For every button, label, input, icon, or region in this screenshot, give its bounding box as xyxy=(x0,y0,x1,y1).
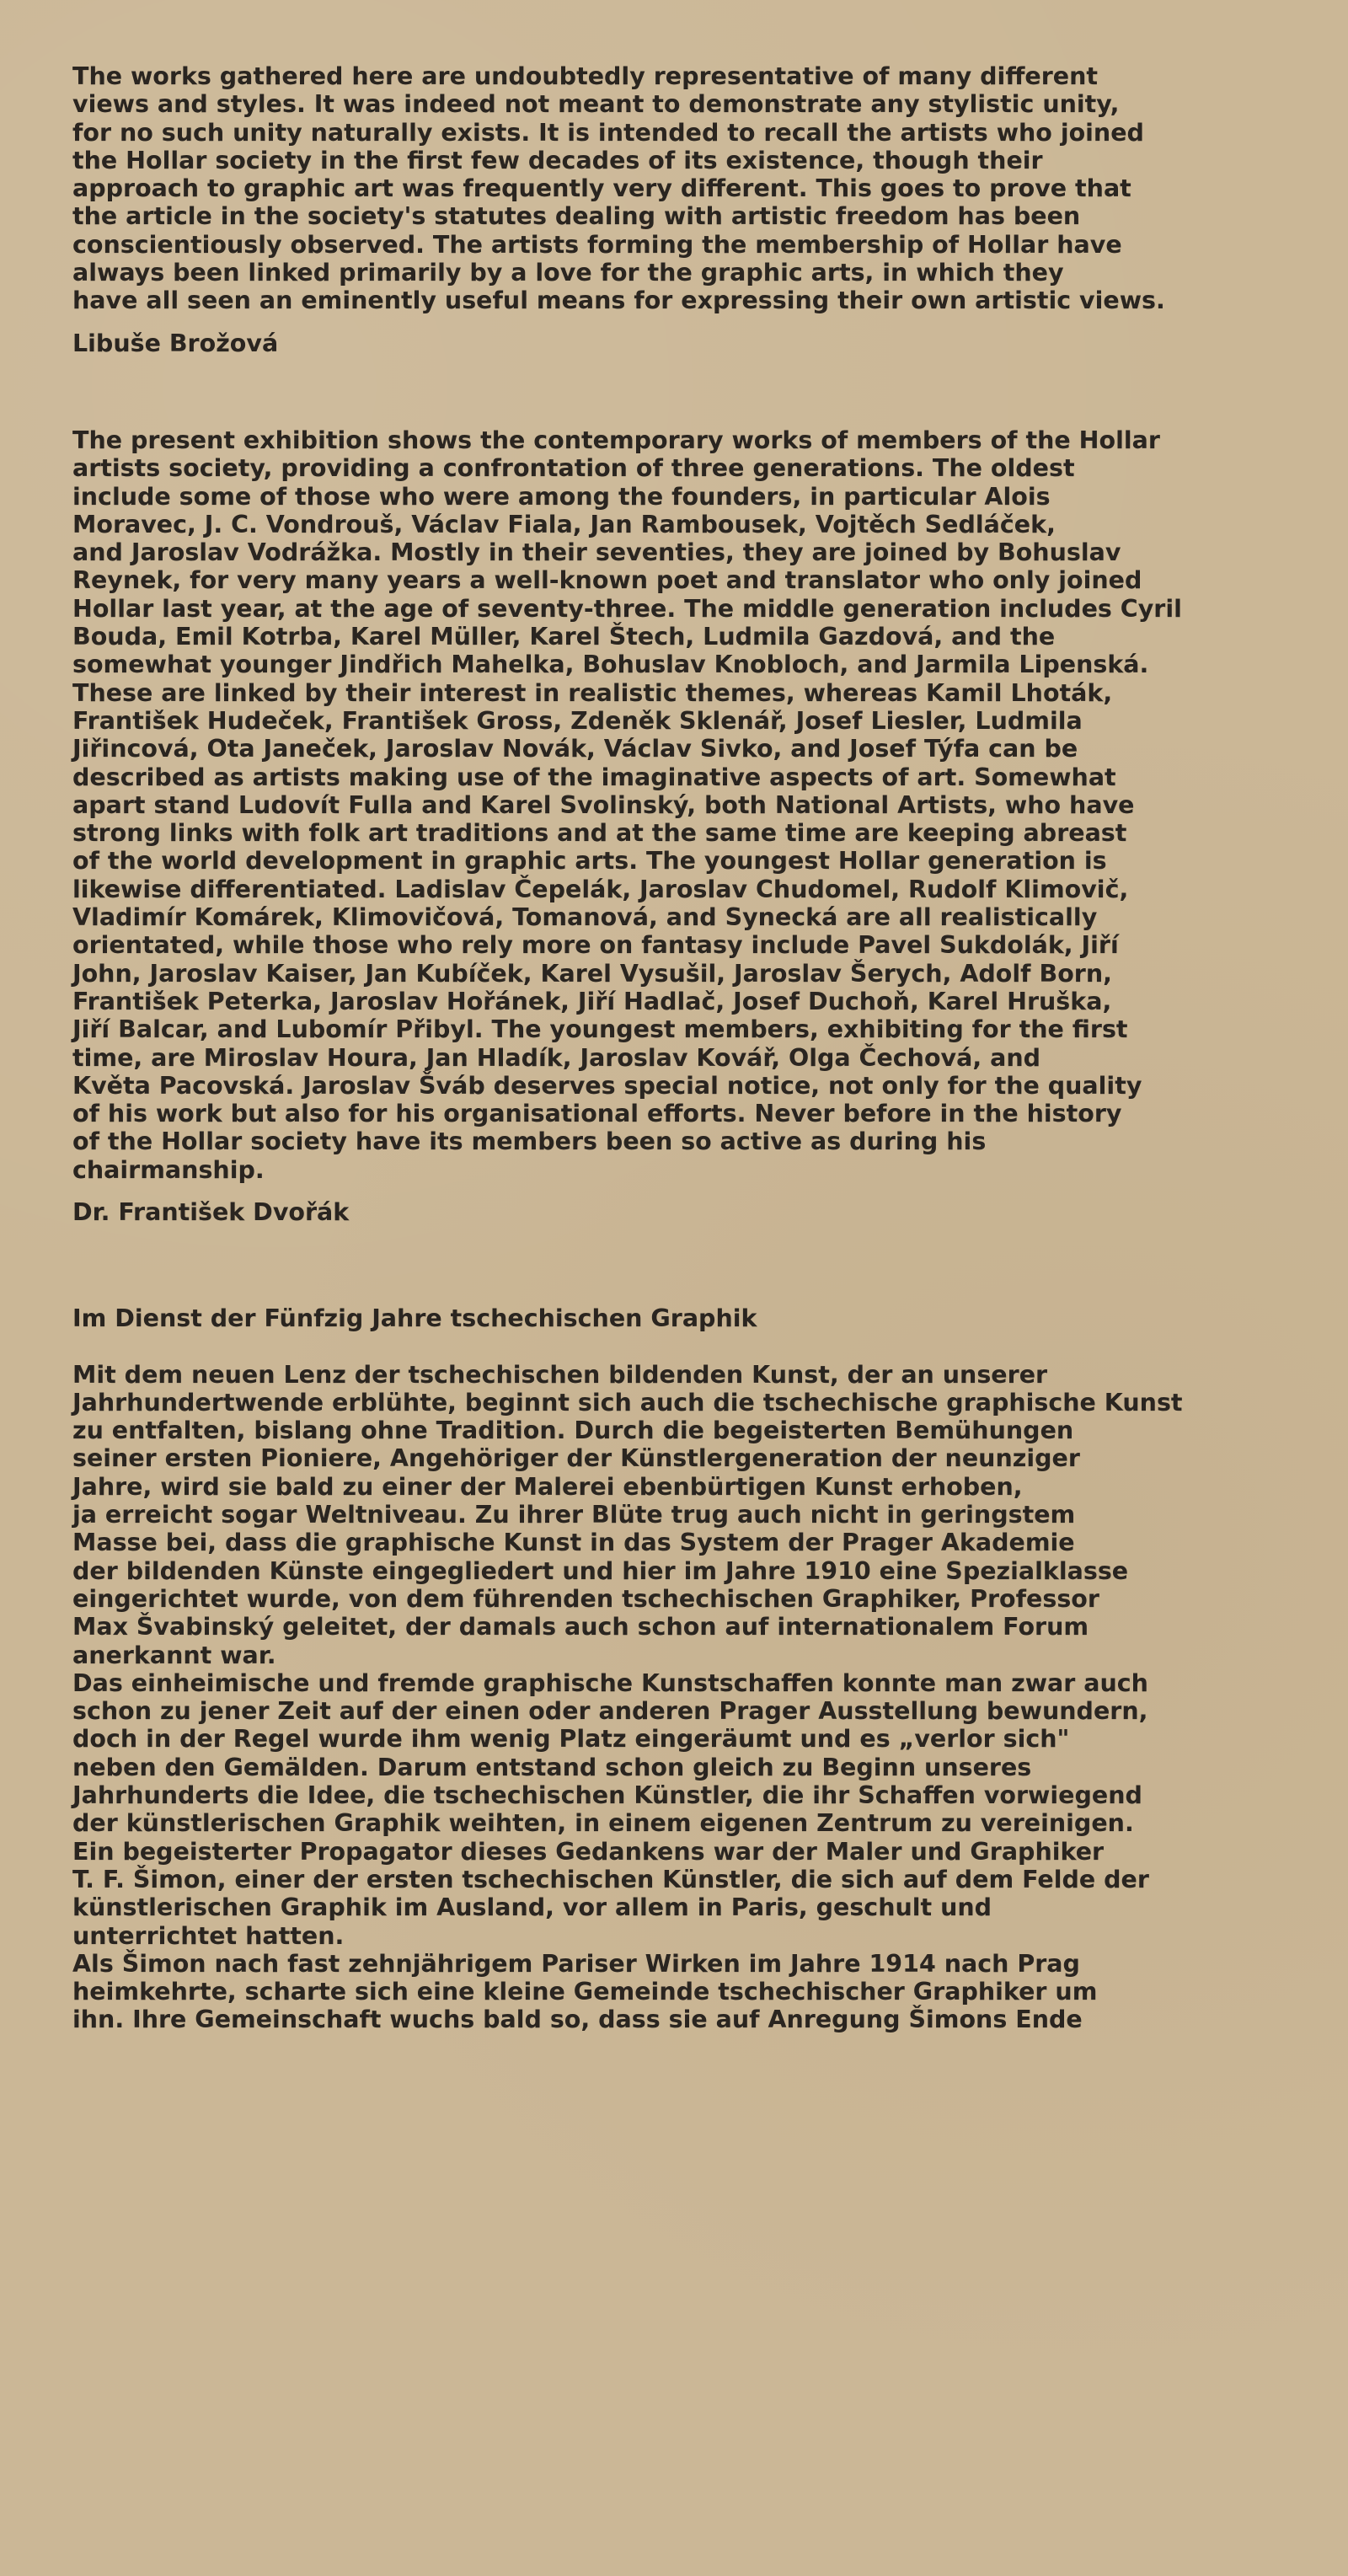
signature-dvorak: Dr. František Dvořák xyxy=(72,1197,350,1226)
german-paragraph-2: Das einheimische und fremde graphische Kunstschaffen konnte man zwar auch schon zu jener Zeit auf der einen oder anderen Prager Ausstellung bewundern, doch in der Regel wurde ihm wenig Platz eingeräumt und es „verlor sich" neben den Gemälden. Darum entstand schon gleich zu Beginn unseres Jahrhunderts die Idee, die tschechischen Künstler, die ihr Schaffen vorwiegend der künstlerischen Graphik weihten, in einem eigenen Zentrum zu vereinigen. Ein begeisterter Propagator dieses Gedankens war der Maler und Graphiker T. F. Šimon, einer der ersten tschechischen Künstler, die sich auf dem Felde der künstlerischen Graphik im Ausland, vor allem in Paris, geschult und unterrichtet hatten. xyxy=(72,1668,1149,1950)
german-section-heading: Im Dienst der Fünfzig Jahre tschechischen Graphik xyxy=(72,1304,757,1333)
german-paragraph-1: Mit dem neuen Lenz der tschechischen bildenden Kunst, der an unserer Jahrhundertwende erblühte, beginnt sich auch die tschechische graphische Kunst zu entfalten, bislang ohne Tradition. Durch die begeisterten Bemühungen seiner ersten Pioniere, Angehöriger der Künstlergeneration der neunziger Jahre, wird sie bald zu einer der Malerei ebenbürtigen Kunst erhoben, ja erreicht sogar Weltniveau. Zu ihrer Blüte trug auch nicht in geringstem Masse bei, dass die graphische Kunst in das System der Prager Akademie der bildenden Künste eingegliedert und hier im Jahre 1910 eine Spezialklasse eingerichtet wurde, von dem führenden tschechischen Graphiker, Professor Max Švabinský geleitet, der damals auch schon auf internationalem Forum anerkannt war. xyxy=(72,1360,1183,1669)
exhibition-paragraph: The present exhibition shows the contemporary works of members of the Hollar artists society, providing a confrontation of three generations. The oldest include some of those who were among the founders, in particular Alois Moravec, J. C. Vondrouš, Václav Fiala, Jan Rambousek, Vojtěch Sedláček, and Jaroslav Vodrážka. Mostly in their seventies, they are joined by Bohuslav Reynek, for very many years a well-known poet and translator who only joined Hollar last year, at the age of seventy-three. The middle generation includes Cyril Bouda, Emil Kotrba, Karel Müller, Karel Štech, Ludmila Gazdová, and the somewhat younger Jindřich Mahelka, Bohuslav Knobloch, and Jarmila Lipenská. These are linked by their interest in realistic themes, whereas Kamil Lhoták, František Hudeček, František Gross, Zdeněk Sklenář, Josef Liesler, Ludmila Jiřincová, Ota Janeček, Jaroslav Novák, Václav Sivko, and Josef Týfa can be described as artists making use of the imaginative aspects of art. Somewhat apart stand Ludovít Fulla and Karel Svolinský, both National Artists, who have strong links with folk art traditions and at the same time are keeping abreast of the world development in graphic arts. The youngest Hollar generation is likewise differentiated. Ladislav Čepelák, Jaroslav Chudomel, Rudolf Klimovič, Vladimír Komárek, Klimovičová, Tomanová, and Synecká are all realistically orientated, while those who rely more on fantasy include Pavel Sukdolák, Jiří John, Jaroslav Kaiser, Jan Kubíček, Karel Vysušil, Jaroslav Šerych, Adolf Born, František Peterka, Jaroslav Hořánek, Jiří Hadlač, Josef Duchoň, Karel Hruška, Jiří Balcar, and Lubomír Přibyl. The youngest members, exhibiting for the first time, are Miroslav Houra, Jan Hladík, Jaroslav Kovář, Olga Čechová, and Květa Pacovská. Jaroslav Šváb deserves special notice, not only for the quality of his work but also for his organisational efforts. Never before in the history of the Hollar society have its members been so active as during his chairmanship. xyxy=(72,426,1182,1184)
signature-brozova: Libuše Brožová xyxy=(72,329,279,357)
german-paragraph-3: Als Šimon nach fast zehnjährigem Pariser Wirken im Jahre 1914 nach Prag heimkehrte, scharte sich eine kleine Gemeinde tschechischer Graphiker um ihn. Ihre Gemeinschaft wuchs bald so, dass sie auf Anregung Šimons Ende xyxy=(72,1949,1098,2034)
intro-paragraph: The works gathered here are undoubtedly representative of many different views and styles. It was indeed not meant to demonstrate any stylistic unity, for no such unity naturally exists. It is intended to recall the artists who joined the Hollar society in the first few decades of its existence, though their approach to graphic art was frequently very different. This goes to prove that the article in the society's statutes dealing with artistic freedom has been conscientiously observed. The artists forming the membership of Hollar have always been linked primarily by a love for the graphic arts, in which they have all seen an eminently useful means for expressing their own artistic views. xyxy=(72,62,1165,315)
